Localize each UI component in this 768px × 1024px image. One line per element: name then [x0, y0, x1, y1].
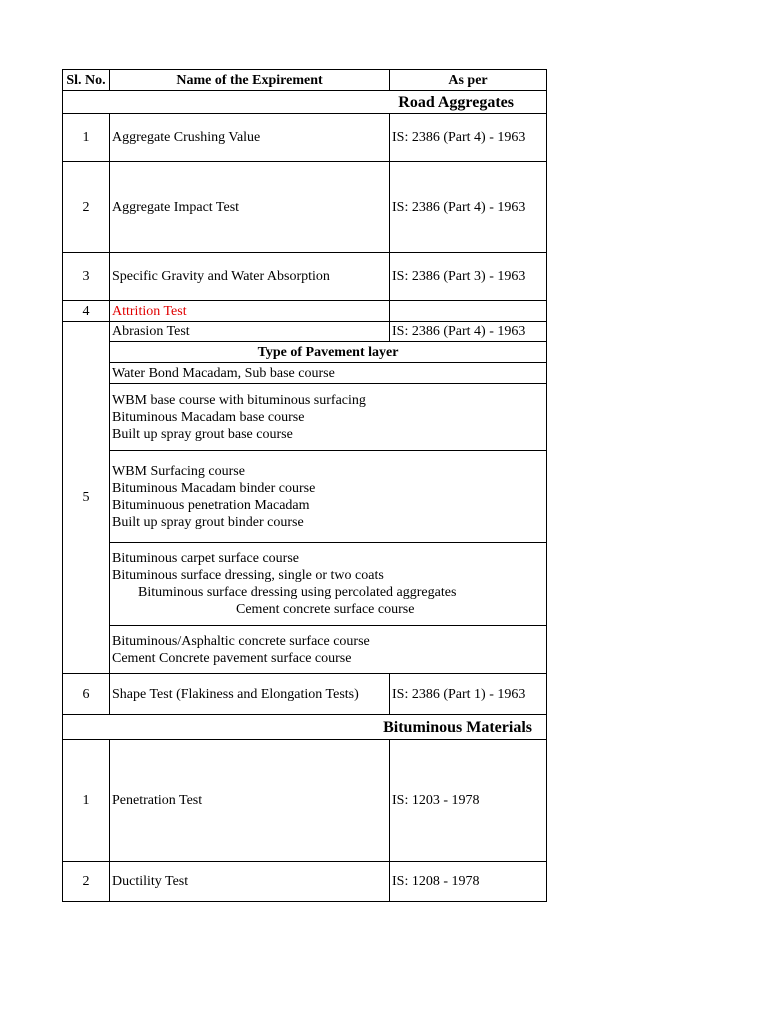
experiment-name-cell: Penetration Test — [110, 740, 390, 862]
pavement-group-cell — [110, 626, 547, 674]
sl-no-cell: 2 — [63, 862, 110, 902]
pavement-line: Bituminuous penetration Macadam — [112, 497, 310, 513]
table-row — [63, 301, 547, 322]
table-row — [63, 674, 547, 715]
experiment-name-cell: Aggregate Crushing Value — [110, 114, 390, 162]
table-row — [63, 253, 547, 301]
pavement-group-row — [63, 543, 547, 626]
pavement-header-row — [63, 342, 547, 363]
sl-no-cell: 2 — [63, 162, 110, 253]
section-row-bituminous-materials — [63, 715, 547, 740]
pavement-group-row — [63, 384, 547, 451]
pavement-line: WBM base course with bituminous surfacing — [112, 392, 366, 408]
section-row-road-aggregates — [63, 91, 547, 114]
pavement-line: Cement Concrete pavement surface course — [112, 650, 352, 666]
pavement-line: Built up spray grout binder course — [112, 514, 304, 530]
pavement-group-cell — [110, 543, 547, 626]
standard-cell: IS: 2386 (Part 4) - 1963 — [390, 114, 547, 162]
experiments-table — [62, 69, 547, 902]
pavement-line: Cement concrete surface course — [236, 602, 415, 617]
section-title-road-aggregates: Road Aggregates — [63, 91, 547, 114]
standard-cell: IS: 2386 (Part 3) - 1963 — [390, 253, 547, 301]
section-title-bituminous-materials: Bituminous Materials — [63, 715, 547, 740]
table-row — [63, 162, 547, 253]
sl-no-cell: 1 — [63, 740, 110, 862]
standard-cell: IS: 1208 - 1978 — [390, 862, 547, 902]
sl-no-cell: 1 — [63, 114, 110, 162]
pavement-group-cell — [110, 451, 547, 543]
pavement-line: Bituminous surface dressing, single or two coats — [112, 568, 384, 583]
pavement-group-row — [63, 451, 547, 543]
standard-cell: IS: 2386 (Part 4) - 1963 — [390, 322, 547, 342]
table-row — [63, 740, 547, 862]
standard-cell: IS: 2386 (Part 1) - 1963 — [390, 674, 547, 715]
pavement-line: Bituminous/Asphaltic concrete surface course — [112, 633, 370, 649]
header-as-per: As per — [390, 70, 547, 91]
table-row — [63, 322, 547, 342]
table-row — [63, 862, 547, 902]
sl-no-cell: 4 — [63, 301, 110, 322]
sl-no-cell: 5 — [63, 322, 110, 674]
pavement-line: Water Bond Macadam, Sub base course — [112, 365, 335, 381]
sl-no-cell: 3 — [63, 253, 110, 301]
header-row — [63, 70, 547, 91]
standard-cell — [390, 301, 547, 322]
experiment-name-cell: Abrasion Test — [110, 322, 390, 342]
pavement-line: WBM Surfacing course — [112, 463, 245, 479]
pavement-group-row — [63, 626, 547, 674]
standard-cell: IS: 1203 - 1978 — [390, 740, 547, 862]
pavement-group-cell — [110, 363, 547, 384]
experiment-name-cell: Aggregate Impact Test — [110, 162, 390, 253]
pavement-layer-header: Type of Pavement layer — [110, 342, 547, 363]
experiment-name-cell: Shape Test (Flakiness and Elongation Tests) — [110, 674, 390, 715]
standard-cell: IS: 2386 (Part 4) - 1963 — [390, 162, 547, 253]
table-row — [63, 114, 547, 162]
header-sl-no: Sl. No. — [63, 70, 110, 91]
experiment-name-cell: Specific Gravity and Water Absorption — [110, 253, 390, 301]
pavement-line: Bituminous surface dressing using percolated aggregates — [138, 585, 457, 600]
header-experiment-name: Name of the Expirement — [110, 70, 390, 91]
pavement-line: Bituminous Macadam binder course — [112, 480, 316, 496]
pavement-line: Built up spray grout base course — [112, 426, 293, 442]
pavement-group-row — [63, 363, 547, 384]
pavement-line: Bituminous Macadam base course — [112, 409, 305, 425]
sl-no-cell: 6 — [63, 674, 110, 715]
pavement-group-cell — [110, 384, 547, 451]
pavement-line: Bituminous carpet surface course — [112, 551, 299, 566]
experiment-name-cell: Ductility Test — [110, 862, 390, 902]
experiment-name-cell: Attrition Test — [110, 301, 390, 322]
